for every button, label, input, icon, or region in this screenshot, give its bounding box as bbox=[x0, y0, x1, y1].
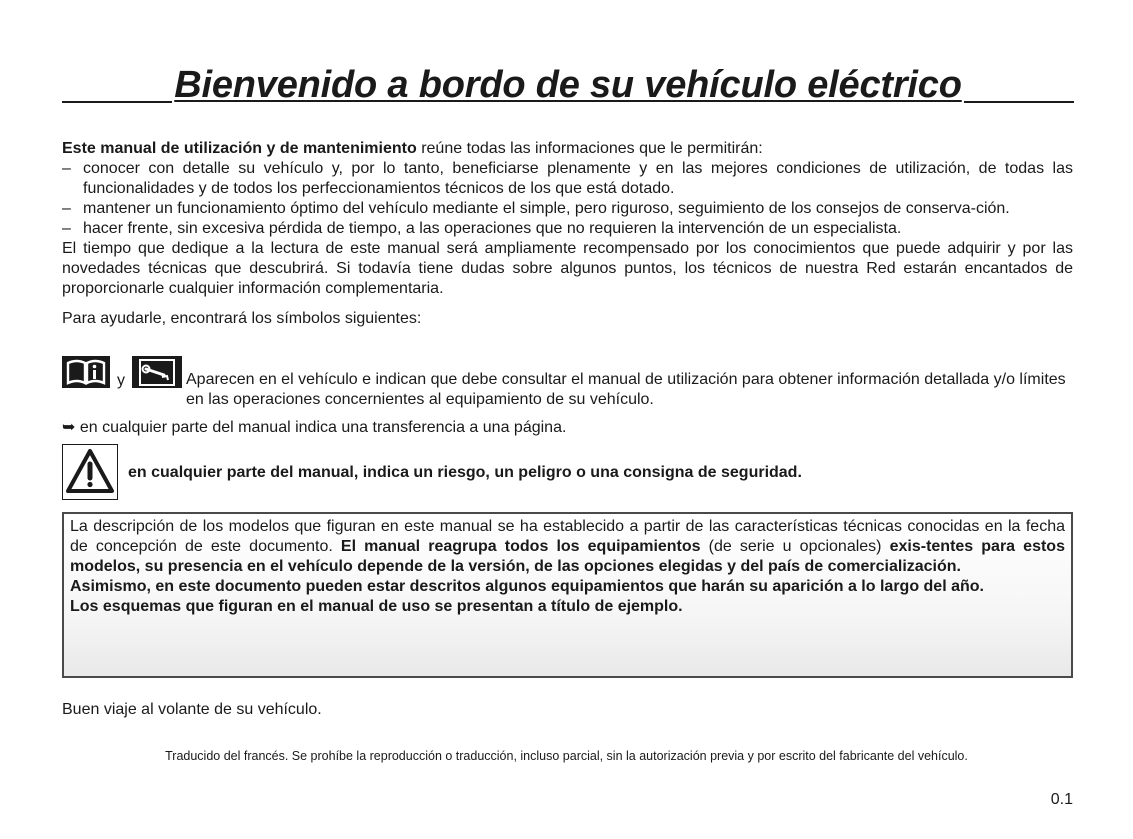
page-title: Bienvenido a bordo de su vehículo eléctrico bbox=[174, 64, 962, 106]
intro-section bbox=[62, 139, 1073, 329]
symbols-intro: Para ayudarle, encontrará los símbolos siguientes: bbox=[62, 310, 422, 327]
warning-triangle-icon bbox=[62, 444, 118, 500]
list-item: – mantener un funcionamiento óptimo del vehículo mediante el simple, pero riguroso, seguimiento de los consejos de conserva-ción. bbox=[62, 200, 1010, 217]
symbol-conjunction: y bbox=[117, 372, 125, 389]
page-number: 0.1 bbox=[1050, 791, 1073, 808]
note-paragraph-3: Los esquemas que figuran en el manual de uso se presentan a título de ejemplo. bbox=[70, 598, 683, 615]
closing-text: Buen viaje al volante de su vehículo. bbox=[62, 701, 322, 718]
footer-note: Traducido del francés. Se prohíbe la reproducción o traducción, incluso parcial, sin la autorización previa y por escrito del fabricante del vehículo. bbox=[165, 749, 968, 763]
note-paragraph-2: Asimismo, en este documento pueden estar descritos algunos equipamientos que harán su aparición a lo largo del año. bbox=[70, 578, 984, 595]
intro-bold: Este manual de utilización y de mantenimiento bbox=[62, 140, 417, 157]
page-reference-text: en cualquier parte del manual indica una transferencia a una página. bbox=[75, 419, 567, 436]
wrench-service-icon bbox=[132, 356, 182, 388]
list-item: – conocer con detalle su vehículo y, por lo tanto, beneficiarse plenamente y en las mejores condiciones de utilización, de todas las funcionalidades y de todos los perfeccionamientos técnicos de los que está dotado. bbox=[62, 160, 1073, 197]
symbols-row bbox=[62, 356, 1073, 412]
intro-paragraph bbox=[62, 139, 1073, 159]
symbols-description: Aparecen en el vehículo e indican que debe consultar el manual de utilización para obtener información detallada y/o límites en las operaciones concernientes al equipamiento de su vehículo. bbox=[186, 371, 1066, 408]
list-item: – hacer frente, sin excesiva pérdida de tiempo, a las operaciones que no requieren la intervención de un especialista. bbox=[62, 220, 902, 237]
reading-paragraph: El tiempo que dedique a la lectura de este manual será ampliamente recompensado por los conocimientos que puede adquirir y por las novedades técnicas que descubrirá. Si todavía tiene dudas sobre algunos puntos, los técnicos de nuestra Red estarán encantados de proporcionarle cualquier información complementaria. bbox=[62, 240, 1073, 297]
warning-row bbox=[62, 444, 1073, 502]
intro-rest: reúne todas las informaciones que le permitirán: bbox=[416, 140, 763, 157]
page-reference-row bbox=[62, 418, 566, 438]
manual-book-info-icon bbox=[62, 356, 110, 388]
warning-text: en cualquier parte del manual, indica un riesgo, un peligro o una consigna de seguridad. bbox=[128, 464, 802, 481]
page-header bbox=[62, 62, 1074, 104]
note-paragraph-1: La descripción de los modelos que figuran en este manual se ha establecido a partir de las características técnicas conocidas en la fecha de concepción de este documento. El manual reagrupa todos los equipamientos (de serie u opcionales) exis-tentes para estos modelos, su presencia en el vehículo depende de la versión, de las opciones elegidas y del país de comercialización. bbox=[70, 518, 1065, 575]
note-box bbox=[62, 512, 1073, 678]
page-reference-arrow-icon: ➥ bbox=[62, 419, 76, 436]
